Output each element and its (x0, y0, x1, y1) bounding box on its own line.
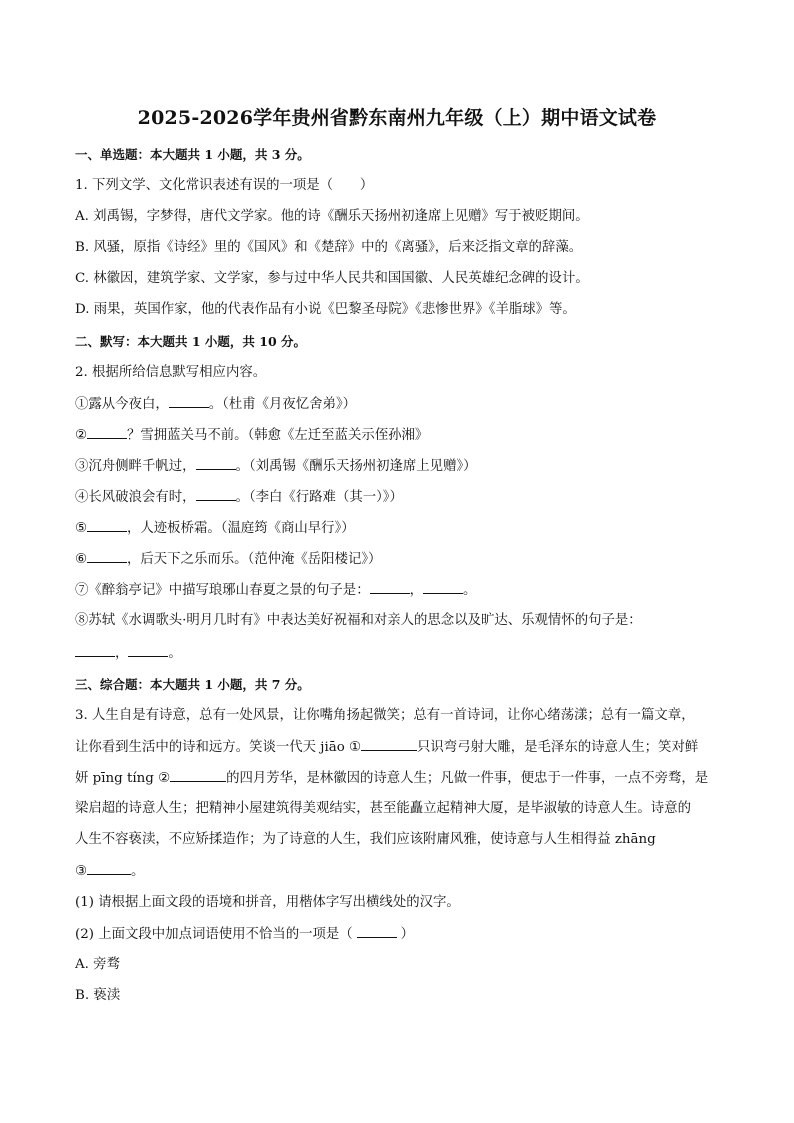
sub-question-1: (1) 请根据上面文段的语境和拼音，用楷体字写出横线处的汉字。 (75, 895, 460, 910)
item-text-mid: ， (115, 646, 129, 661)
dictation-item-4 (75, 487, 403, 508)
passage-line-1: 3. 人生自是有诗意，总有一处风景，让你嘴角扬起微笑；总有一首诗词，让你心绪荡漾；总有一篇文章， (75, 708, 695, 723)
answer-blank[interactable] (169, 394, 209, 408)
question-1: 1. 下列文学、文化常识表述有误的一项是（ ） (75, 178, 374, 193)
item-text-post: ，后天下之乐而乐。（范仲淹《岳阳楼记》） (127, 552, 382, 567)
answer-blank[interactable] (370, 580, 410, 594)
item-text-post: 。 (462, 583, 477, 598)
item-text-post: 。（杜甫《月夜忆舍弟》） (208, 397, 357, 412)
option-d: D. 雨果，英国作家，他的代表作品有小说《巴黎圣母院》《悲惨世界》《羊脂球》等。 (75, 302, 576, 317)
answer-blank[interactable] (196, 456, 236, 470)
dictation-item-7 (75, 580, 476, 601)
item-text-pre: ③沉舟侧畔千帆过， (75, 459, 196, 474)
item-text-post: 。 (168, 646, 182, 661)
answer-blank[interactable] (87, 425, 127, 439)
item-text-pre: ①露从今夜白， (75, 397, 169, 412)
passage-line-4: 梁启超的诗意人生；把精神小屋建筑得美观结实，甚至能矗立起精神大厦，是毕淑敏的诗意人生。诗意的 (75, 801, 691, 816)
dictation-item-8-answers (75, 643, 182, 664)
passage-line-3 (75, 768, 708, 789)
answer-blank[interactable] (87, 518, 127, 532)
option-a: A. 刘禹锡，字梦得，唐代文学家。他的诗《酬乐天扬州初逢席上见赠》写于被贬期间。 (75, 209, 589, 224)
section-heading-2: 二、默写：本大题共 1 小题，共 10 分。 (75, 334, 307, 349)
answer-blank-1[interactable] (361, 737, 417, 751)
sub-question-text: ） (400, 927, 415, 942)
section-heading-3: 三、综合题：本大题共 1 小题，共 7 分。 (75, 677, 310, 692)
answer-blank-2[interactable] (170, 768, 226, 782)
passage-line-6 (75, 861, 144, 882)
item-text-post: 。（刘禹锡《酬乐天扬州初逢席上见赠》） (235, 459, 477, 474)
item-text-post: 。（李白《行路难（其一）》） (235, 490, 403, 505)
passage-line-2 (75, 737, 698, 758)
item-text-post: ？雪拥蓝关马不前。（韩愈《左迁至蓝关示侄孙湘》 (127, 428, 429, 443)
dictation-item-3 (75, 456, 477, 477)
page-title: 2025-2026学年贵州省黔东南州九年级（上）期中语文试卷 (137, 107, 657, 129)
passage-text: 妍 pīng tíng ② (75, 771, 171, 786)
item-text-mid: ， (409, 583, 423, 598)
passage-text: 只识弯弓射大雕，是毛泽东的诗意人生；笑对鲜 (417, 740, 699, 755)
section-heading-1: 一、单选题：本大题共 1 小题，共 3 分。 (75, 147, 310, 162)
dictation-item-1 (75, 394, 356, 415)
sub-option-a: A. 旁骛 (75, 957, 120, 972)
passage-text: 。 (131, 864, 145, 879)
item-text-pre: ⑤ (75, 521, 88, 536)
passage-text: 让你看到生活中的诗和远方。笑谈一代天 jiāo ① (75, 740, 362, 755)
passage-text: ③ (75, 864, 88, 879)
answer-blank[interactable] (87, 549, 127, 563)
dictation-item-6 (75, 549, 381, 570)
answer-blank[interactable] (423, 580, 463, 594)
question-2: 2. 根据所给信息默写相应内容。 (75, 365, 267, 380)
passage-line-5: 人生不容亵渎，不应矫揉造作；为了诗意的人生，我们应该附庸风雅，使诗意与人生相得益 zhāng (75, 832, 656, 847)
item-text-pre: ② (75, 428, 88, 443)
answer-blank[interactable] (75, 643, 115, 657)
passage-text: 的四月芳华，是林徽因的诗意人生；凡做一件事，便忠于一件事，一点不旁骛，是 (226, 771, 709, 786)
answer-blank[interactable] (128, 643, 168, 657)
dictation-item-2 (75, 425, 428, 446)
dictation-item-8: ⑧苏轼《水调歌头·明月几时有》中表达美好祝福和对亲人的思念以及旷达、乐观情怀的句子是： (75, 613, 642, 628)
option-b: B. 风骚，原指《诗经》里的《国风》和《楚辞》中的《离骚》，后来泛指文章的辞藻。 (75, 240, 583, 255)
sub-question-text: (2) 上面文段中加点词语使用不恰当的一项是（ (75, 927, 353, 942)
item-text-pre: ④长风破浪会有时， (75, 490, 196, 505)
sub-question-2 (75, 924, 414, 945)
answer-blank[interactable] (196, 487, 236, 501)
option-c: C. 林徽因，建筑学家、文学家，参与过中华人民共和国国徽、人民英雄纪念碑的设计。 (75, 271, 589, 286)
answer-blank-3[interactable] (87, 861, 131, 875)
item-text-pre: ⑦《醉翁亭记》中描写琅琊山春夏之景的句子是： (75, 583, 370, 598)
item-text-pre: ⑥ (75, 552, 88, 567)
answer-blank[interactable] (357, 924, 397, 938)
dictation-item-5 (75, 518, 355, 539)
sub-option-b: B. 亵渎 (75, 988, 121, 1003)
item-text-post: ，人迹板桥霜。（温庭筠《商山早行》） (127, 521, 355, 536)
